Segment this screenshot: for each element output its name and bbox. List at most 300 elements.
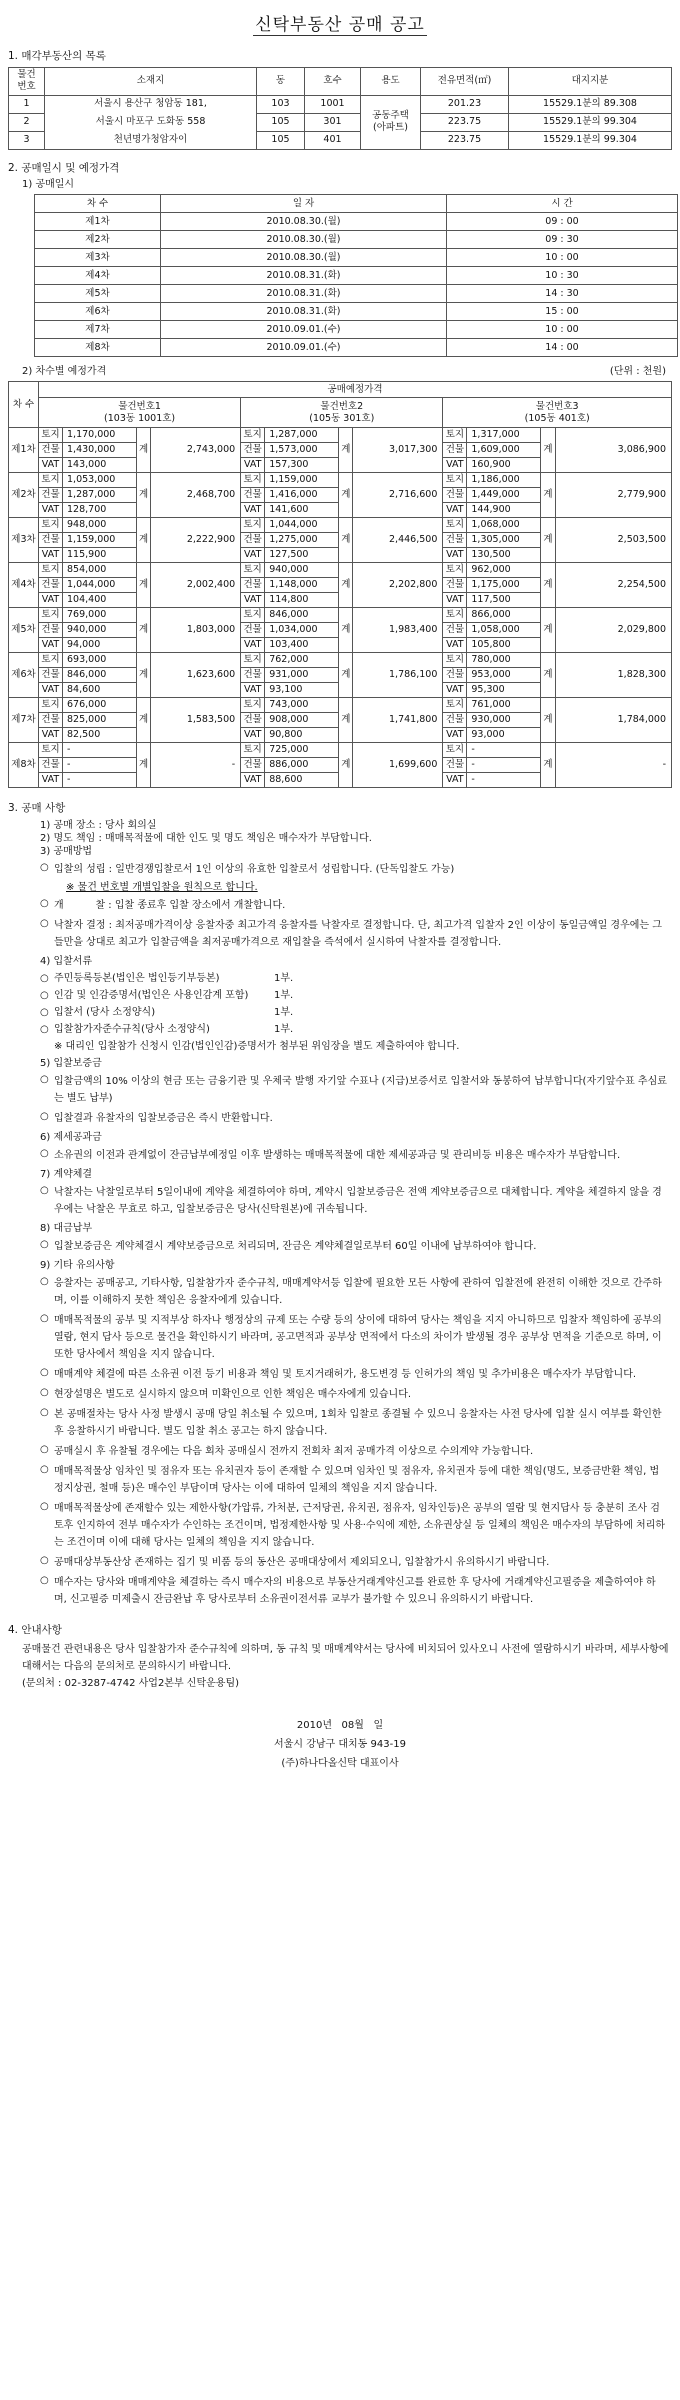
price-vat: 94,000 (63, 638, 137, 653)
price-label: 토지 (443, 518, 467, 533)
price-label: 토지 (39, 518, 63, 533)
schedule-header (35, 195, 678, 213)
list-item (40, 989, 668, 1002)
price-vat: 115,900 (63, 548, 137, 563)
price-label: 토지 (241, 473, 265, 488)
price-vat: - (63, 773, 137, 788)
price-total: 1,983,400 (353, 608, 443, 653)
price-label: VAT (241, 458, 265, 473)
price-bldg: 1,034,000 (265, 623, 339, 638)
price-vat: - (467, 773, 541, 788)
table-row (9, 113, 672, 131)
bullet-icon: ○ (40, 990, 49, 1002)
doc-qty: 1부. (274, 990, 294, 1002)
section-4-heading: 4. 안내사항 (8, 1624, 62, 1637)
price-label: VAT (443, 728, 467, 743)
price-subheading: 2) 차수별 예정가격 (22, 366, 107, 378)
table-row (35, 303, 678, 321)
table-row (9, 131, 672, 149)
property-no: 1 (9, 95, 45, 113)
price-total-label: 계 (339, 743, 353, 788)
price-label: 토지 (241, 653, 265, 668)
price-vat: 128,700 (63, 503, 137, 518)
price-total: 1,623,600 (151, 653, 241, 698)
price-land: 676,000 (63, 698, 137, 713)
bullet-icon: ○ (40, 1148, 49, 1160)
schedule-date: 2010.08.30.(월) (161, 231, 447, 249)
price-total: 3,017,300 (353, 428, 443, 473)
price-total: 2,779,900 (555, 473, 671, 518)
list-item (40, 1366, 668, 1383)
price-total: 1,828,300 (555, 653, 671, 698)
list-item (40, 1023, 668, 1036)
price-land: 780,000 (467, 653, 541, 668)
header-dong: 동 (257, 67, 305, 95)
bullet-icon: ○ (40, 1024, 49, 1036)
price-subheading-row (8, 365, 672, 378)
price-total-label: 계 (541, 608, 555, 653)
price-total-label: 계 (339, 473, 353, 518)
dong: 105 (257, 113, 305, 131)
bullet-icon: ○ (40, 1007, 49, 1019)
schedule-subheading: 1) 공매일시 (22, 179, 75, 191)
price-label: 토지 (39, 743, 63, 758)
price-vat: 114,800 (265, 593, 339, 608)
price-total-label: 계 (541, 473, 555, 518)
price-label: 건물 (443, 623, 467, 638)
docs-heading: 4) 입찰서류 (40, 956, 93, 968)
price-bldg: 1,573,000 (265, 443, 339, 458)
header-property-1: 물건번호1 (103동 1001호) (39, 398, 241, 428)
price-label: VAT (241, 503, 265, 518)
price-land: 1,068,000 (467, 518, 541, 533)
price-total-label: 계 (137, 428, 151, 473)
price-label: 토지 (39, 608, 63, 623)
price-label: 토지 (443, 608, 467, 623)
price-vat: 117,500 (467, 593, 541, 608)
header-price: 공매예정가격 (39, 382, 672, 398)
price-total-label: 계 (339, 428, 353, 473)
price-bldg: 1,609,000 (467, 443, 541, 458)
schedule-body (35, 213, 678, 357)
price-land: 962,000 (467, 563, 541, 578)
price-label: 건물 (39, 713, 63, 728)
price-bldg: 1,175,000 (467, 578, 541, 593)
method-note: ※ 물건 번호별 개별입찰을 원칙으로 합니다. (66, 882, 258, 894)
price-round: 제7차 (9, 698, 39, 743)
property-no: 3 (9, 131, 45, 149)
bullet-icon: ○ (40, 1575, 49, 1587)
price-bldg: 1,044,000 (63, 578, 137, 593)
method-heading: 3) 공매방법 (40, 846, 93, 858)
schedule-time: 09 : 00 (447, 213, 678, 231)
price-body (9, 428, 672, 788)
price-total: 1,699,600 (353, 743, 443, 788)
price-total: 2,468,700 (151, 473, 241, 518)
price-label: VAT (241, 773, 265, 788)
land-share: 15529.1분의 89.308 (509, 95, 672, 113)
header-area: 전유면적(㎡) (421, 67, 509, 95)
price-land: 948,000 (63, 518, 137, 533)
price-label: VAT (443, 458, 467, 473)
price-vat: 88,600 (265, 773, 339, 788)
price-total: 2,716,600 (353, 473, 443, 518)
price-label: 토지 (443, 653, 467, 668)
bullet-icon: ○ (40, 1111, 49, 1123)
list-item (40, 1554, 668, 1571)
price-label: 토지 (443, 563, 467, 578)
note-text: 본 공매절차는 당사 사정 발생시 공매 당일 취소될 수 있으며, 1회차 입찰로 종결될 수 있으니 응찰자는 사전 당사에 입찰 실시 여부를 확인한 후 응찰하시기 바랍니다. 별도 입찰 취소 공고는 하지 않습니다. (54, 1409, 662, 1438)
price-table (8, 381, 672, 788)
list-item: ○ 소유권의 이전과 관계없이 잔금납부예정일 이후 발생하는 매매목적물에 대한 제세공과금 및 관리비등 비용은 매수자가 부담합니다. (40, 1147, 668, 1164)
land-share: 15529.1분의 99.304 (509, 113, 672, 131)
note-text: 매매목적물상 임차인 및 점유자 또는 유치권자 등이 존재할 수 있으며 임차인 및 점유자, 유치권자 등에 대한 책임(명도, 보증금반환 책임, 법정지상권, 철매 등)은 매수인 부담이며 당사는 이에 대하여 일체의 책임을 지지 않습니다. (54, 1466, 660, 1495)
price-label: 토지 (39, 563, 63, 578)
price-bldg: 953,000 (467, 668, 541, 683)
price-total: 1,583,500 (151, 698, 241, 743)
price-label: 토지 (39, 653, 63, 668)
bullet-icon: ○ (40, 1464, 49, 1476)
price-label: VAT (39, 773, 63, 788)
doc-name: 인감 및 인감증명서(법인은 사용인감계 포함) (54, 990, 249, 1002)
schedule-table (34, 194, 678, 357)
price-bldg: 1,305,000 (467, 533, 541, 548)
price-total-label: 계 (541, 698, 555, 743)
header-address: 소재지 (45, 67, 257, 95)
price-land: 693,000 (63, 653, 137, 668)
tax-heading: 6) 제세공과금 (40, 1132, 102, 1144)
price-land: 1,159,000 (265, 473, 339, 488)
price-label: 건물 (39, 758, 63, 773)
table-row (9, 95, 672, 113)
note-text: 현장설명은 별도로 실시하지 않으며 미확인으로 인한 책임은 매수자에게 있습니다. (54, 1389, 412, 1401)
table-row (9, 518, 672, 533)
price-vat: 104,400 (63, 593, 137, 608)
price-vat: 144,900 (467, 503, 541, 518)
price-total: 1,803,000 (151, 608, 241, 653)
schedule-round: 제2차 (35, 231, 161, 249)
price-total-label: 계 (339, 518, 353, 563)
price-total-label: 계 (541, 743, 555, 788)
price-label: VAT (39, 548, 63, 563)
note-text: 매수자는 당사와 매매계약을 체결하는 즉시 매수자의 비용으로 부동산거래계약신고를 완료한 후 당사에 거래계약신고필증을 제출하여야 하며, 신고필증 미제출시 잔금완납 후 당사로부터 소유권이전서류 교부가 불가할 수 있으니 유의하시기 바랍니다. (54, 1577, 656, 1606)
table-row (35, 249, 678, 267)
price-label: VAT (39, 503, 63, 518)
price-round: 제6차 (9, 653, 39, 698)
price-label: 건물 (443, 533, 467, 548)
price-label: 토지 (241, 563, 265, 578)
price-total: 3,086,900 (555, 428, 671, 473)
price-label: 건물 (443, 668, 467, 683)
list-item (40, 1006, 668, 1019)
schedule-date: 2010.09.01.(수) (161, 321, 447, 339)
doc-qty: 1부. (274, 1007, 294, 1019)
list-item (40, 1463, 668, 1497)
unit-note: (단위 : 천원) (609, 366, 666, 378)
list-item: ○ 낙찰자는 낙찰일로부터 5일이내에 계약을 체결하여야 하며, 계약시 입찰보증금은 전액 계약보증금으로 대체합니다. 계약을 체결하지 않을 경우에는 낙찰은 무효로 하고, 입찰보증금은 당사(신탁원본)에 귀속됩니다. (40, 1184, 668, 1218)
note-text: 공매실시 후 유찰될 경우에는 다음 회차 공매실시 전까지 전회차 최저 공매가격 이상으로 수의계약 가능합니다. (54, 1446, 534, 1458)
bullet-icon: ○ (40, 1501, 49, 1513)
area: 223.75 (421, 113, 509, 131)
price-round: 제5차 (9, 608, 39, 653)
price-label: 건물 (443, 578, 467, 593)
auction-place: 1) 공매 장소 : 당사 회의실 (40, 820, 157, 832)
table-row (35, 231, 678, 249)
schedule-date: 2010.08.31.(화) (161, 267, 447, 285)
price-label: 건물 (241, 488, 265, 503)
area: 201.23 (421, 95, 509, 113)
notes-list (22, 1275, 668, 1608)
price-label: 건물 (39, 488, 63, 503)
price-land: 866,000 (467, 608, 541, 623)
price-label: 건물 (39, 578, 63, 593)
price-total: 1,741,800 (353, 698, 443, 743)
price-land: 1,186,000 (467, 473, 541, 488)
price-total: 2,222,900 (151, 518, 241, 563)
price-label: 토지 (39, 428, 63, 443)
header-date: 일 자 (161, 195, 447, 213)
price-round: 제4차 (9, 563, 39, 608)
doc-name: 입찰서 (당사 소정양식) (54, 1007, 156, 1019)
price-label: VAT (39, 638, 63, 653)
price-vat: 93,100 (265, 683, 339, 698)
price-label: 토지 (241, 518, 265, 533)
table-row (9, 608, 672, 623)
price-total-label: 계 (137, 563, 151, 608)
header-no: 물건 번호 (9, 67, 45, 95)
footer-date: 2010년 08월 일 (296, 1719, 384, 1731)
price-label: 건물 (443, 443, 467, 458)
price-round: 제8차 (9, 743, 39, 788)
price-land: 846,000 (265, 608, 339, 623)
price-label: 건물 (39, 443, 63, 458)
header-usage: 용도 (361, 67, 421, 95)
list-item: ○ 개 찰 : 입찰 종료후 입찰 장소에서 개찰합니다. (40, 897, 668, 914)
contract-heading: 7) 계약체결 (40, 1169, 93, 1181)
price-label: 건물 (241, 533, 265, 548)
price-label: VAT (443, 503, 467, 518)
schedule-round: 제3차 (35, 249, 161, 267)
price-label: 건물 (39, 533, 63, 548)
price-total-label: 계 (137, 608, 151, 653)
schedule-time: 10 : 00 (447, 249, 678, 267)
price-vat: 105,800 (467, 638, 541, 653)
doc-name: 입찰참가자준수규칙(당사 소정양식) (54, 1024, 210, 1036)
bullet-icon: ○ (40, 1555, 49, 1567)
price-bldg: 931,000 (265, 668, 339, 683)
price-bldg: 1,416,000 (265, 488, 339, 503)
price-total: 2,743,000 (151, 428, 241, 473)
usage: 공동주택 (아파트) (361, 95, 421, 149)
price-bldg: 886,000 (265, 758, 339, 773)
ho: 401 (305, 131, 361, 149)
price-label: 토지 (443, 473, 467, 488)
table-row (9, 428, 672, 443)
price-bldg: 930,000 (467, 713, 541, 728)
doc-qty: 1부. (274, 1024, 294, 1036)
schedule-time: 10 : 00 (447, 321, 678, 339)
note-text: 매매목적물상에 존재할수 있는 제한사항(가압류, 가처분, 근저당권, 유치권, 점유자, 임차인등)은 공부의 열람 및 현지답사 등 충분히 조사 검토후 인지하여 전부 매수자가 수인하는 조건이며, 법정제한사항 및 사용·수익에 제한, 소유권상실 등 일체의 책임은 매수자의 부담하에 처리하는 조건이며 이에 대해 당사는 일체의 책임을 지지 않습니다. (54, 1503, 666, 1549)
schedule-time: 14 : 30 (447, 285, 678, 303)
price-total: 2,446,500 (353, 518, 443, 563)
header-property-3: 물건번호3 (105동 401호) (443, 398, 672, 428)
header-time: 시 간 (447, 195, 678, 213)
price-label: VAT (443, 638, 467, 653)
page-title: 신탁부동산 공매 공고 (255, 15, 425, 35)
table-row (9, 563, 672, 578)
price-label: 건물 (241, 758, 265, 773)
bullet-icon: ○ (40, 898, 49, 910)
note-text: 매매목적물의 공부 및 지적부상 하자나 행정상의 규제 또는 수량 등의 상이에 대하여 당사는 책임을 지지 아니하므로 입찰자 책임하에 공부의 열람, 현지 답사 등으로 물건을 확인하시기 바라며, 공고면적과 공부상 면적에서 다소의 차이가 발생될 경우 공부상 면적을 기준으로 하며, 이 또한 당사에서 책임을 지지 않습니다. (54, 1315, 662, 1361)
price-land: 1,287,000 (265, 428, 339, 443)
price-label: 건물 (443, 758, 467, 773)
price-label: VAT (443, 683, 467, 698)
price-bldg: 1,449,000 (467, 488, 541, 503)
price-vat: 82,500 (63, 728, 137, 743)
price-vat: 143,000 (63, 458, 137, 473)
price-total-label: 계 (339, 563, 353, 608)
bullet-icon: ○ (40, 1313, 49, 1325)
price-vat: 95,300 (467, 683, 541, 698)
price-total-label: 계 (137, 473, 151, 518)
price-vat: 93,000 (467, 728, 541, 743)
list-item (40, 1574, 668, 1608)
price-total: 2,254,500 (555, 563, 671, 608)
header-round: 차 수 (35, 195, 161, 213)
doc-qty: 1부. (274, 973, 294, 985)
price-bldg: 1,058,000 (467, 623, 541, 638)
price-land: 1,170,000 (63, 428, 137, 443)
contact-info: (문의처 : 02-3287-4742 사업2본부 신탁운용팀) (22, 1677, 240, 1689)
footer (8, 1716, 672, 1773)
price-bldg: 1,430,000 (63, 443, 137, 458)
price-total-label: 계 (541, 563, 555, 608)
price-label: 건물 (39, 623, 63, 638)
note-text: 매매계약 체결에 따른 소유권 이전 등기 비용과 책임 및 토지거래허가, 용도변경 등 인허가의 책임 및 추가비용은 매수자가 부담합니다. (54, 1369, 637, 1381)
header-share: 대지지분 (509, 67, 672, 95)
price-label: 토지 (241, 608, 265, 623)
price-bldg: 1,159,000 (63, 533, 137, 548)
schedule-time: 09 : 30 (447, 231, 678, 249)
bullet-icon: ○ (40, 1185, 49, 1197)
ho: 301 (305, 113, 361, 131)
table-row (35, 321, 678, 339)
price-property-row (9, 398, 672, 428)
list-item (40, 1386, 668, 1403)
price-label: VAT (39, 683, 63, 698)
price-label: 건물 (241, 578, 265, 593)
eviction-responsibility: 2) 명도 책임 : 매매목적물에 대한 인도 및 명도 책임은 매수자가 부담합니다. (40, 833, 372, 845)
price-total: 2,002,400 (151, 563, 241, 608)
price-total-label: 계 (541, 428, 555, 473)
schedule-date: 2010.08.31.(화) (161, 303, 447, 321)
price-bldg: 846,000 (63, 668, 137, 683)
schedule-round: 제6차 (35, 303, 161, 321)
table-row (35, 285, 678, 303)
price-bldg: 1,148,000 (265, 578, 339, 593)
price-label: VAT (241, 638, 265, 653)
price-land: 940,000 (265, 563, 339, 578)
price-land: 1,053,000 (63, 473, 137, 488)
price-total-label: 계 (137, 698, 151, 743)
table-row (9, 743, 672, 758)
price-round: 제1차 (9, 428, 39, 473)
section-1-heading: 1. 매각부동산의 목록 (8, 50, 106, 63)
price-land: 1,317,000 (467, 428, 541, 443)
address-line: 서울시 용산구 청암동 181, (45, 95, 257, 113)
price-label: 토지 (443, 698, 467, 713)
price-round: 제3차 (9, 518, 39, 563)
price-land: 769,000 (63, 608, 137, 623)
price-total: 2,503,500 (555, 518, 671, 563)
property-list-header (9, 67, 672, 95)
price-bldg: 940,000 (63, 623, 137, 638)
note-text: 공매대상부동산상 존재하는 집기 및 비품 등의 동산은 공매대상에서 제외되오니, 입찰참가시 유의하시기 바랍니다. (54, 1557, 550, 1569)
price-land: 725,000 (265, 743, 339, 758)
price-label: 건물 (443, 488, 467, 503)
schedule-round: 제8차 (35, 339, 161, 357)
property-list-table (8, 67, 672, 150)
price-label: 건물 (443, 713, 467, 728)
price-total-label: 계 (339, 653, 353, 698)
price-label: VAT (39, 458, 63, 473)
schedule-round: 제4차 (35, 267, 161, 285)
list-item: ○ 낙찰자 결정 : 최저공매가격이상 응찰자중 최고가격 응찰자를 낙찰자로 결정합니다. 단, 최고가격 입찰자 2인 이상이 동일금액일 경우에는 그들만을 상대로 최고가 입찰금액을 최저공매가격으로 재입찰을 즉석에서 실시하여 낙찰자를 결정합니다. (40, 917, 668, 951)
price-bldg: 825,000 (63, 713, 137, 728)
price-round: 제2차 (9, 473, 39, 518)
price-label: 건물 (241, 668, 265, 683)
price-label: VAT (241, 728, 265, 743)
price-label: 토지 (241, 698, 265, 713)
price-total-label: 계 (137, 518, 151, 563)
list-item (40, 1500, 668, 1551)
price-total-label: 계 (541, 653, 555, 698)
price-label: VAT (443, 773, 467, 788)
price-label: 토지 (39, 473, 63, 488)
price-total-label: 계 (339, 698, 353, 743)
price-label: 토지 (39, 698, 63, 713)
price-total: 1,784,000 (555, 698, 671, 743)
price-label: 건물 (241, 623, 265, 638)
bullet-icon: ○ (40, 1276, 49, 1288)
price-header-row (9, 382, 672, 398)
price-bldg: - (63, 758, 137, 773)
schedule-time: 10 : 30 (447, 267, 678, 285)
schedule-round: 제5차 (35, 285, 161, 303)
price-label: VAT (39, 728, 63, 743)
list-item (40, 1443, 668, 1460)
price-bldg: - (467, 758, 541, 773)
price-land: - (63, 743, 137, 758)
schedule-round: 제7차 (35, 321, 161, 339)
schedule-time: 15 : 00 (447, 303, 678, 321)
header-round: 차 수 (9, 382, 39, 428)
section-3-body (22, 819, 668, 1608)
price-label: VAT (39, 593, 63, 608)
table-row (35, 213, 678, 231)
price-label: 건물 (241, 443, 265, 458)
price-label: 건물 (241, 713, 265, 728)
table-row (9, 473, 672, 488)
price-vat: 127,500 (265, 548, 339, 563)
bullet-icon: ○ (40, 918, 49, 930)
list-item: ○ 입찰보증금은 계약체결시 계약보증금으로 처리되며, 잔금은 계약체결일로부터 60일 이내에 납부하여야 합니다. (40, 1238, 668, 1255)
header-ho: 호수 (305, 67, 361, 95)
price-total: 2,029,800 (555, 608, 671, 653)
docs-note: ※ 대리인 입찰참가 신청시 인감(법인인감)증명서가 첨부된 위임장을 별도 제출하여야 합니다. (54, 1041, 460, 1053)
schedule-round: 제1차 (35, 213, 161, 231)
section-3-heading: 3. 공매 사항 (8, 802, 66, 815)
